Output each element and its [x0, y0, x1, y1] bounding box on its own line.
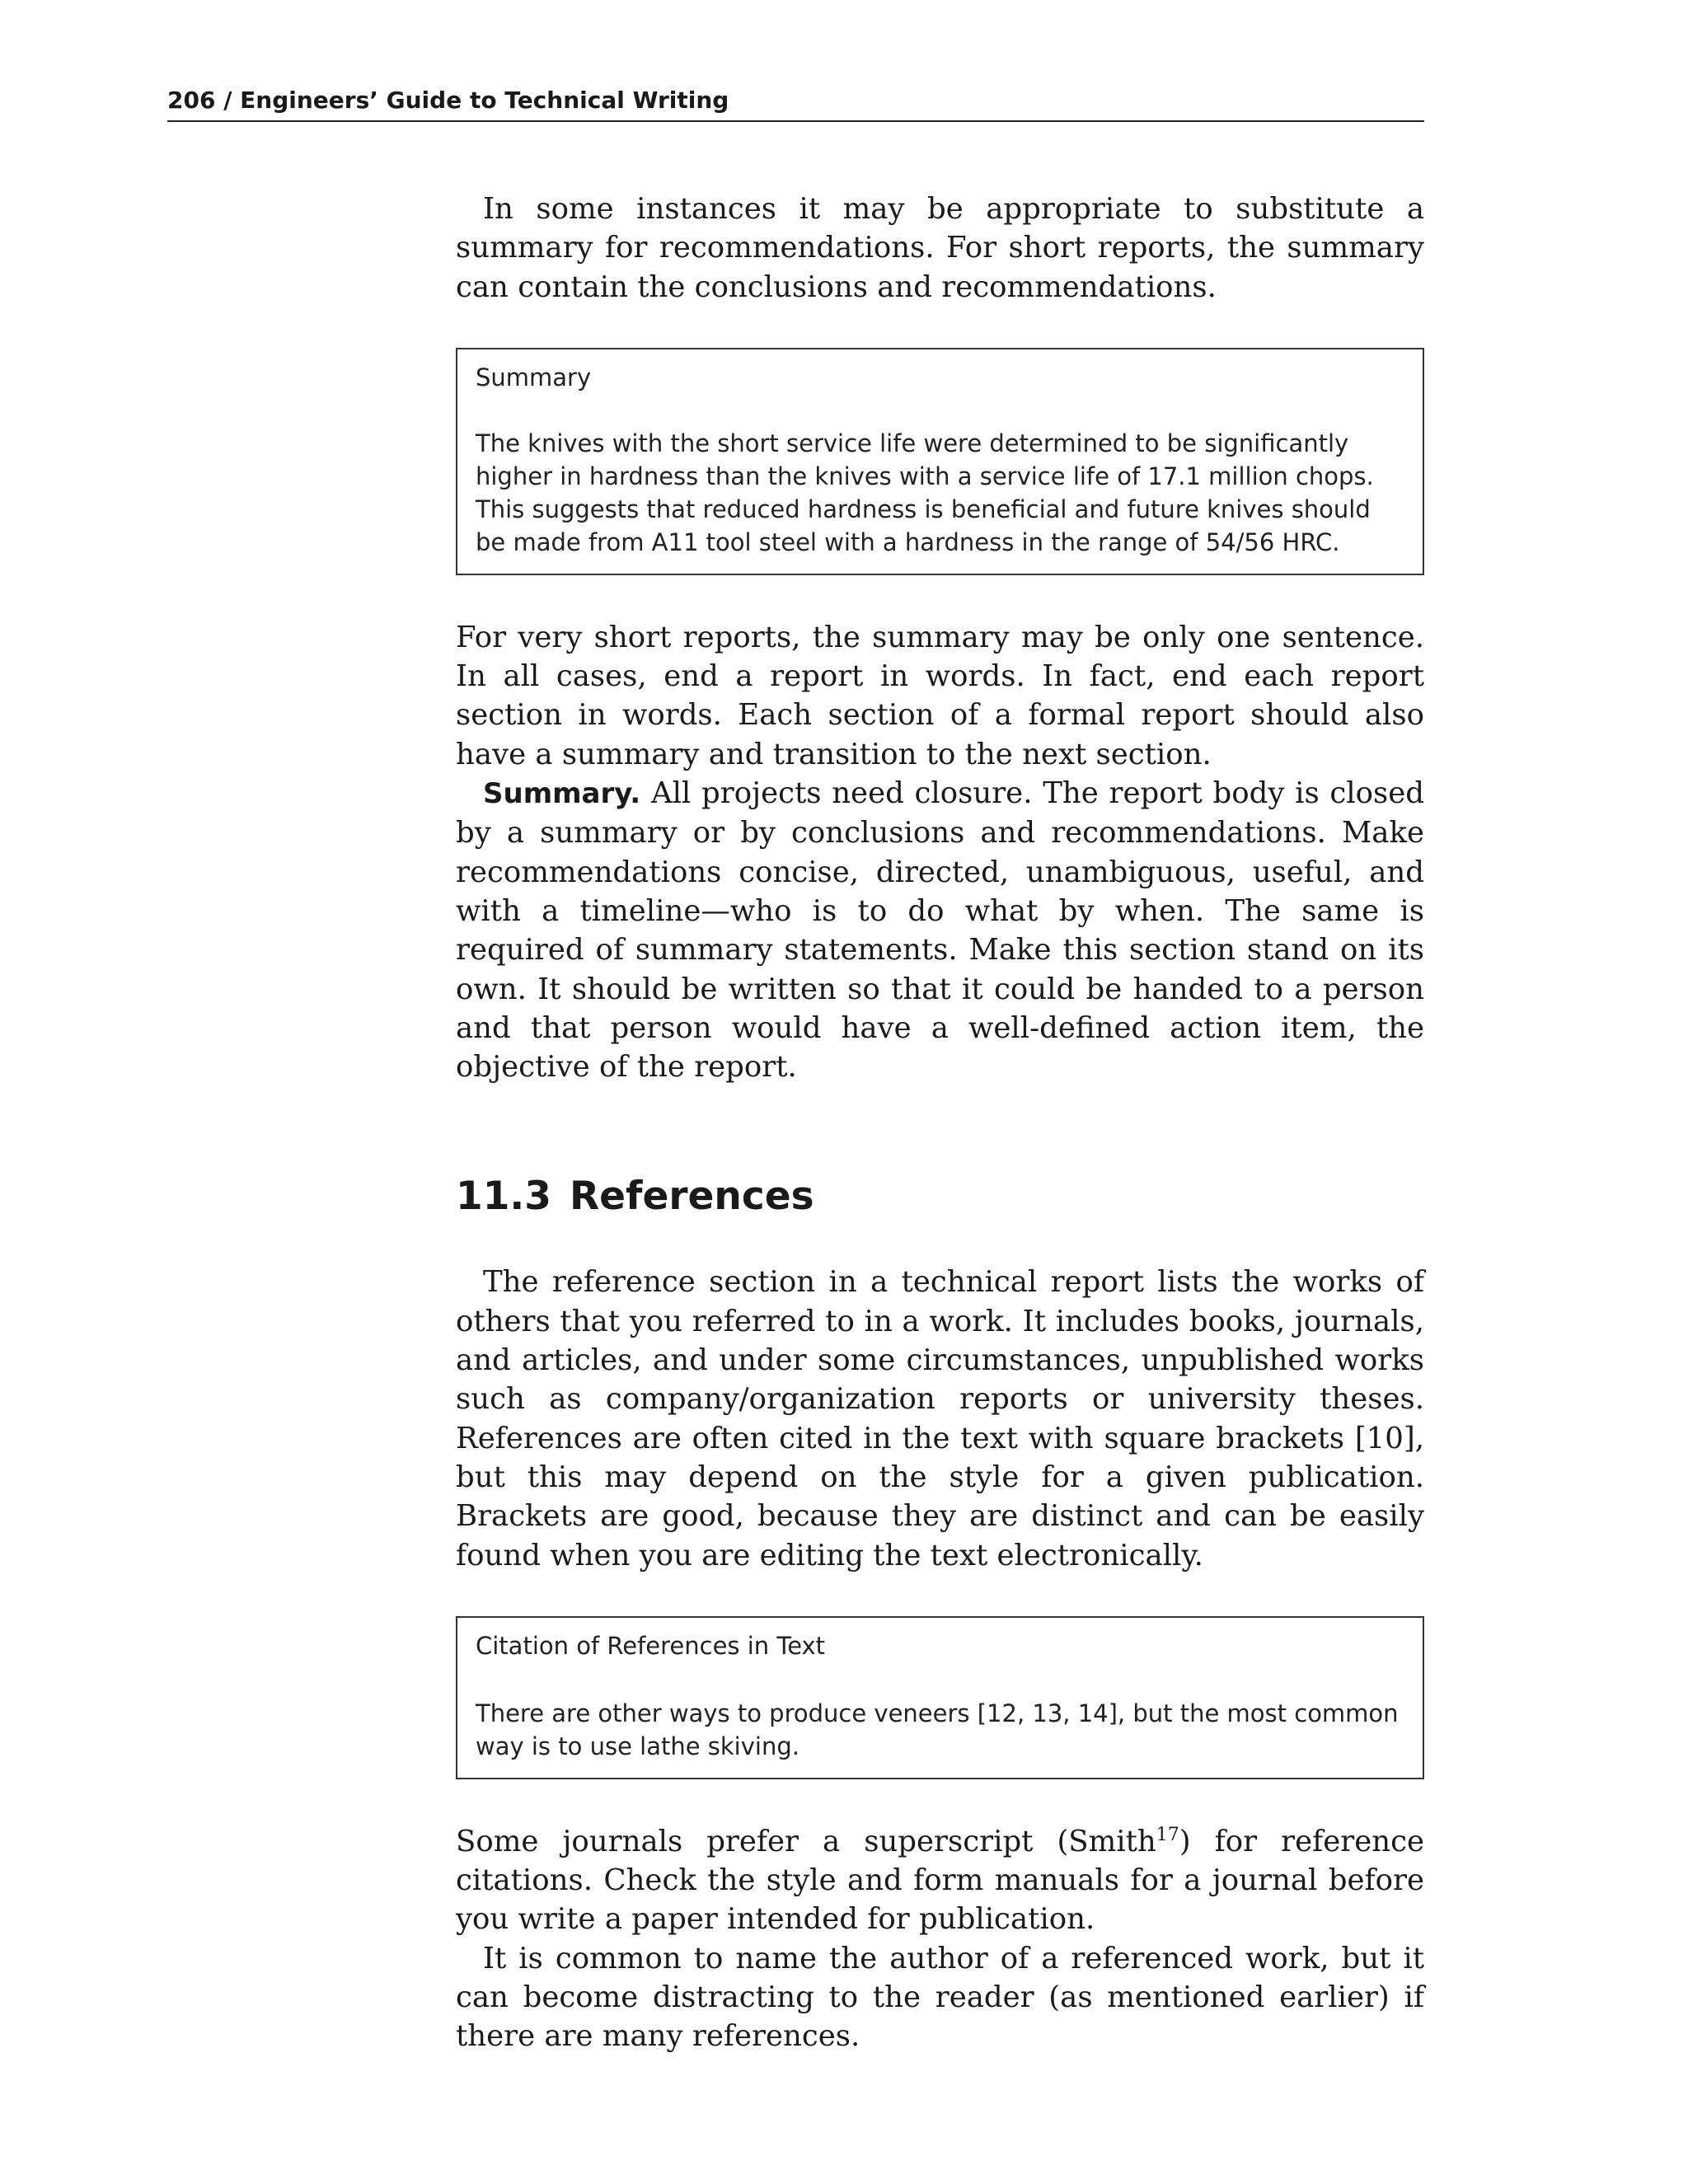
superscript-text-after: ) for reference citations. Check the style and form manuals for a journal before you write a paper intended for publication. — [456, 1824, 1424, 1937]
paragraph-superscript — [456, 1822, 1424, 1939]
run-in-heading-summary: Summary. — [483, 777, 641, 811]
section-number: 11.3 — [456, 1174, 551, 1220]
paragraph-references: The reference section in a technical report lists the works of others that you referred to in a work. It includes books, journals, and articles, and under some circumstances, unpublished works such as company/organization reports or university theses. References are often cited in the text with square brackets [10], but this may depend on the style for a given publication. Brackets are good, because they are distinct and can be easily found when you are editing the text electronically. — [456, 1265, 1424, 1572]
paragraph-author-names: It is common to name the author of a referenced work, but it can become distracting to the reader (as mentioned earlier) if there are many references. — [456, 1941, 1424, 2054]
paragraph-short-reports: For very short reports, the summary may be only one sentence. In all cases, end a report in words. In fact, end each report section in words. Each section of a formal report should also have a summary and transition to the next section. — [456, 620, 1424, 771]
summary-box-title: Summary — [476, 363, 592, 391]
superscript-text-before: Some journals prefer a superscript (Smith — [456, 1824, 1156, 1858]
citation-box-title: Citation of References in Text — [476, 1631, 826, 1660]
paragraph-intro: In some instances it may be appropriate to substitute a summary for recommendations. For short reports, the summary can contain the conclusions and recommendations. — [456, 192, 1424, 304]
main-column — [456, 190, 1424, 2056]
superscript-number: 17 — [1156, 1825, 1179, 1845]
section-title: References — [569, 1174, 814, 1220]
citation-example-box — [456, 1616, 1424, 1779]
summary-example-box — [456, 348, 1424, 575]
paragraph-summary-text: All projects need closure. The report body is closed by a summary or by conclusions and recommendations. Make recommendations concise, directed, unambiguous, useful, and with a timeline—who is to do what by when. The same is required of summary statements. Make this section stand on its own. It should be written so that it could be handed to a person and that person would have a well-defined action item, the objective of the report. — [456, 776, 1424, 1085]
summary-box-text: The knives with the short service life were determined to be significantly higher in hardness than the knives with a service life of 17.1 million chops. This suggests that reduced hardness is beneficial and future knives should be made from A11 tool steel with a hardness in the range of 54/56 HRC. — [476, 429, 1374, 556]
paragraph-summary — [456, 774, 1424, 1086]
section-heading — [456, 1172, 1424, 1221]
citation-box-text: There are other ways to produce veneers [12, 13, 14], but the most common way is to use lathe skiving. — [476, 1699, 1399, 1760]
running-head: 206 / Engineers’ Guide to Technical Writing — [167, 84, 1424, 122]
